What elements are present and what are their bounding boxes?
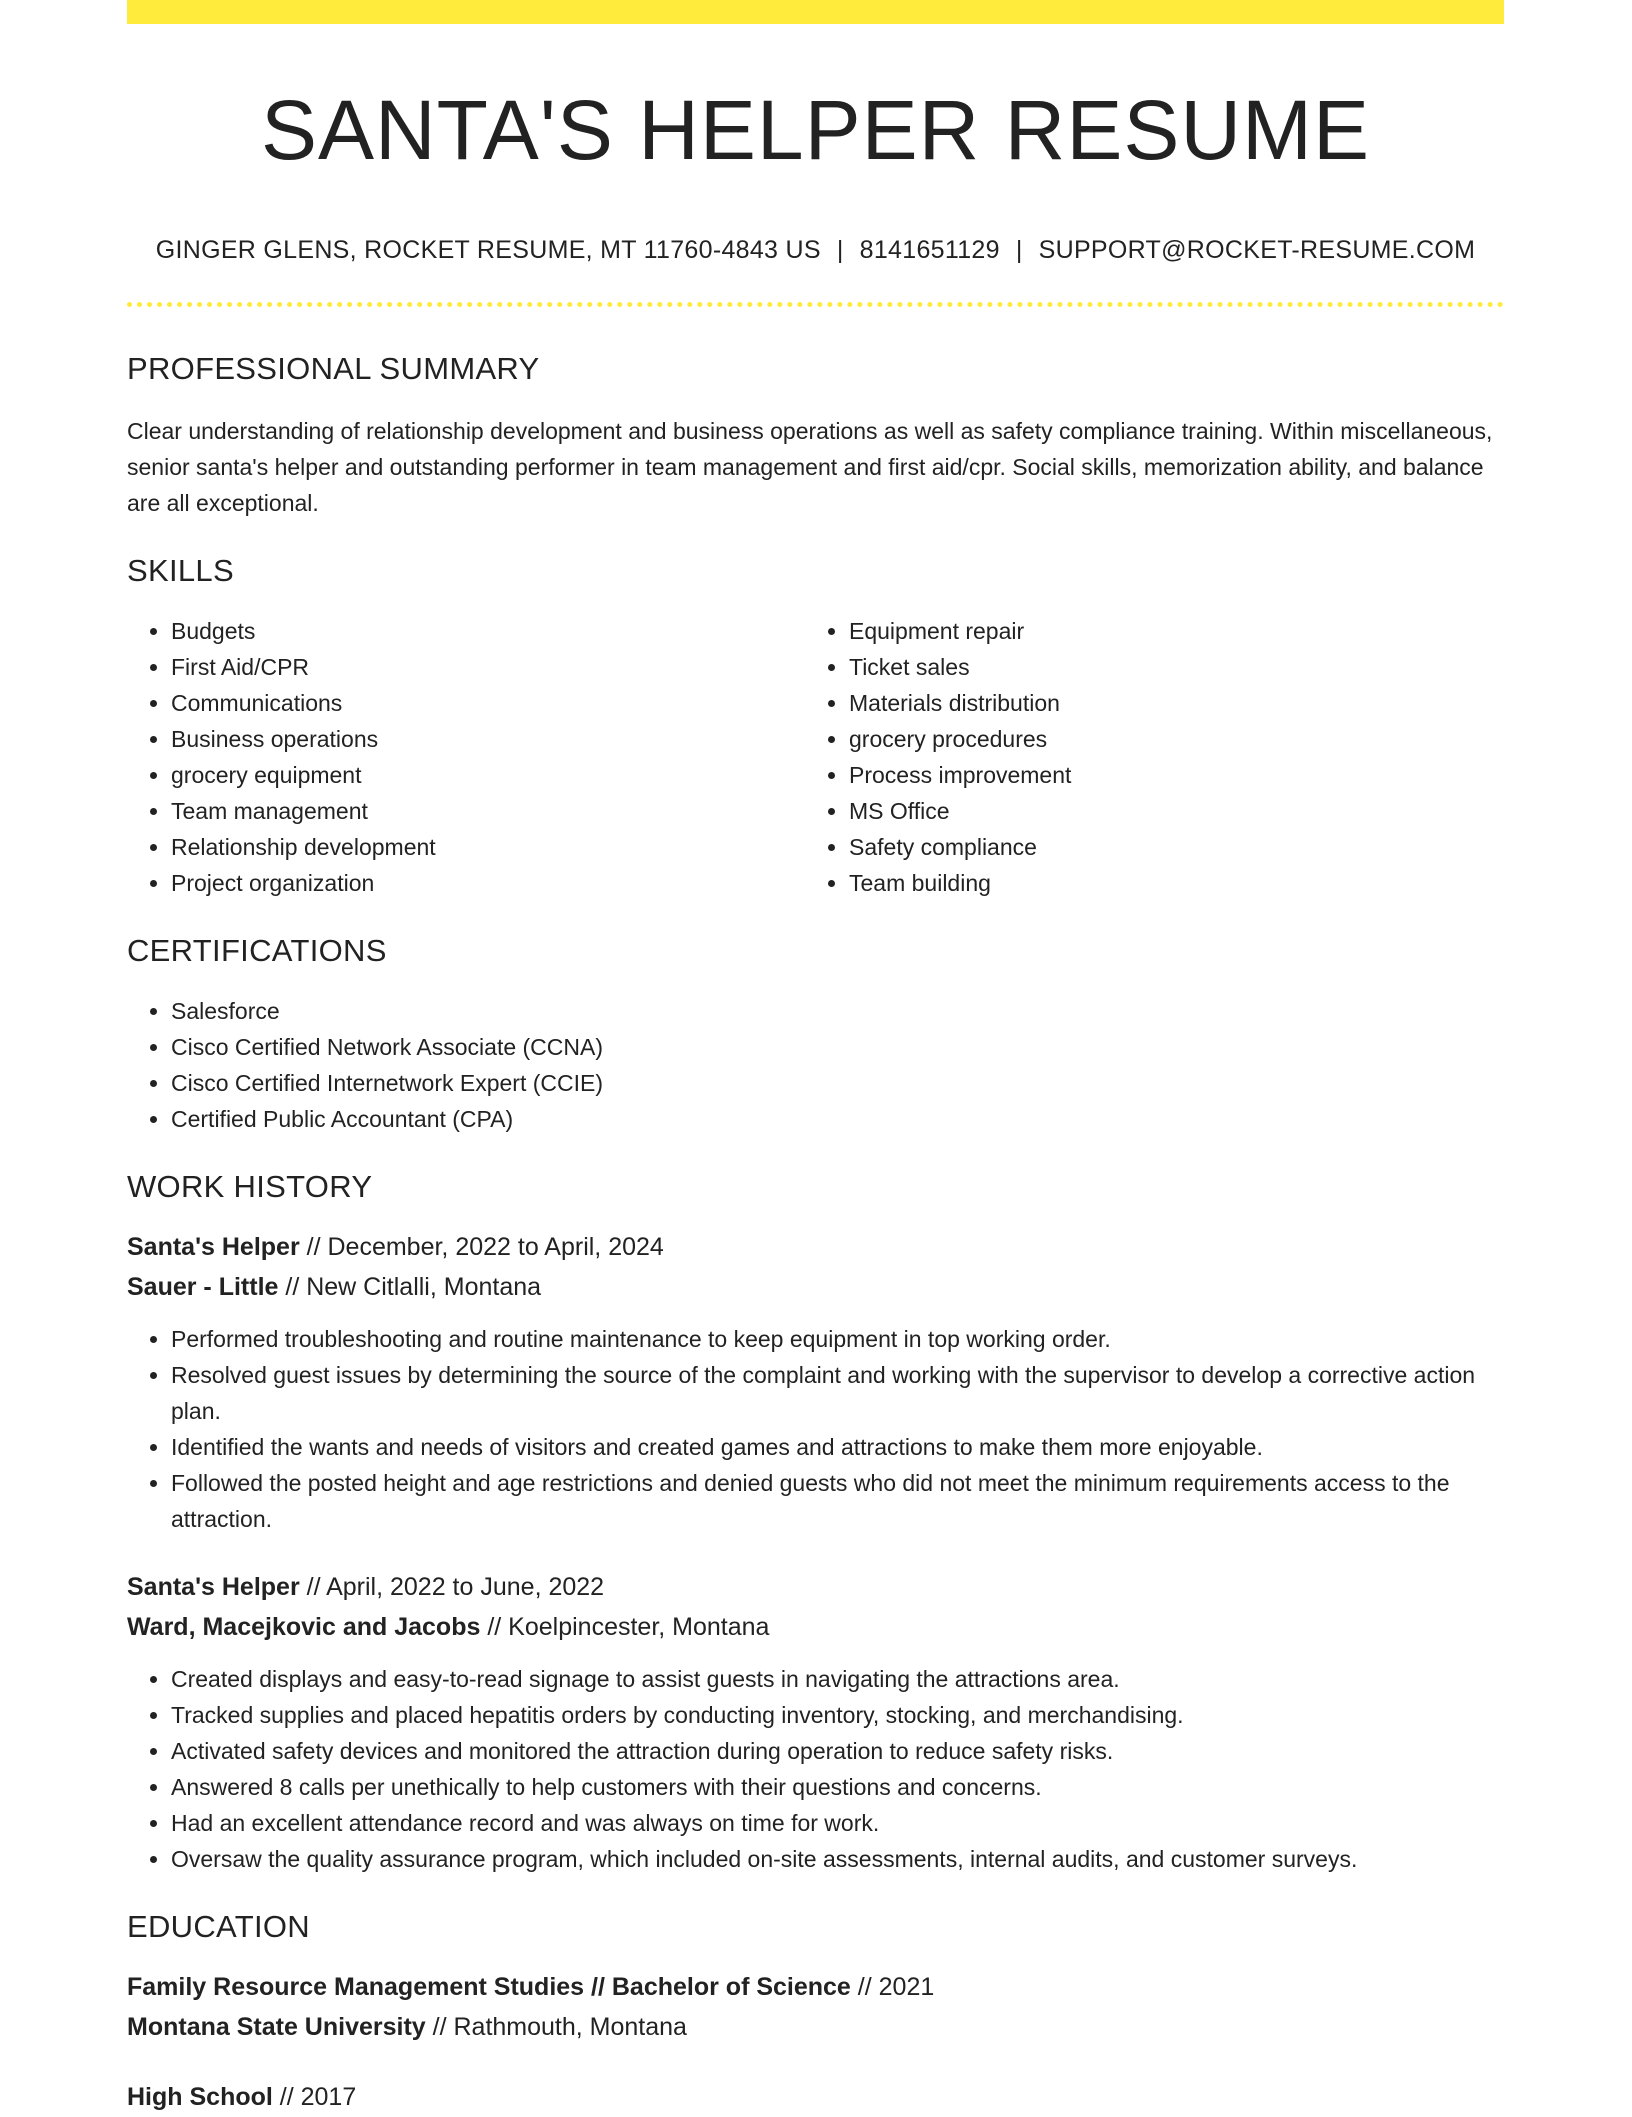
education-divider: // — [850, 1973, 879, 2002]
skill-item: • Team management — [171, 793, 805, 829]
skill-item: • Equipment repair — [849, 613, 1483, 649]
education-location: Rathmouth, Montana — [453, 2013, 687, 2042]
job-bullet: • Tracked supplies and placed hepatitis orders by conducting inventory, stocking, and merchandising. — [171, 1697, 1504, 1733]
work-history-heading: WORK HISTORY — [127, 1169, 373, 1205]
job-bullet: • Answered 8 calls per unethically to help customers with their questions and concerns. — [171, 1769, 1504, 1805]
job-bullet: • Followed the posted height and age restrictions and denied guests who did not meet the minimum requirements access to the attraction. — [171, 1465, 1504, 1537]
skills-columns — [127, 589, 1504, 901]
skill-item: • Communications — [171, 685, 805, 721]
job-bullets — [127, 1321, 1504, 1537]
contact-phone: 8141651129 — [859, 236, 1000, 265]
education-degree: High School — [127, 2083, 273, 2112]
job-company: Ward, Macejkovic and Jacobs — [127, 1613, 481, 1642]
education-degree-line — [127, 2077, 1504, 2117]
education-school: Montana State University — [127, 2013, 426, 2042]
skill-item: • Safety compliance — [849, 829, 1483, 865]
job-divider: // — [299, 1233, 328, 1262]
job-bullet: • Activated safety devices and monitored the attraction during operation to reduce safety risks. — [171, 1733, 1504, 1769]
education-divider: // — [272, 2083, 301, 2112]
skill-item: • Process improvement — [849, 757, 1483, 793]
job-entry — [127, 1567, 1504, 1877]
job-company-line — [127, 1267, 1504, 1307]
skills-section — [127, 553, 1504, 901]
job-bullet: • Resolved guest issues by determining the source of the complaint and working with the supervisor to develop a corrective action plan. — [171, 1357, 1504, 1429]
education-year: 2021 — [878, 1973, 935, 2002]
job-bullet: • Performed troubleshooting and routine maintenance to keep equipment in top working order. — [171, 1321, 1504, 1357]
summary-section — [127, 351, 1504, 521]
skill-item: • Business operations — [171, 721, 805, 757]
skill-item: • Team building — [849, 865, 1483, 901]
education-degree-line — [127, 1967, 1504, 2007]
skill-item: • grocery procedures — [849, 721, 1483, 757]
certifications-list — [127, 993, 1504, 1137]
job-bullets — [127, 1661, 1504, 1877]
education-school-line — [127, 2007, 1504, 2047]
certification-item: • Cisco Certified Network Associate (CCNA) — [171, 1029, 1504, 1065]
education-year: 2017 — [300, 2083, 357, 2112]
education-section — [127, 1909, 1504, 2117]
job-company-line — [127, 1607, 1504, 1647]
skills-list-left — [127, 613, 805, 901]
skill-item: • grocery equipment — [171, 757, 805, 793]
job-location: Koelpincester, Montana — [508, 1613, 770, 1642]
contact-line — [127, 236, 1504, 265]
contact-email[interactable]: SUPPORT@ROCKET-RESUME.COM — [1038, 236, 1476, 265]
certification-item: • Cisco Certified Internetwork Expert (CCIE) — [171, 1065, 1504, 1101]
job-bullet: • Identified the wants and needs of visitors and created games and attractions to make them more enjoyable. — [171, 1429, 1504, 1465]
skill-item: • Ticket sales — [849, 649, 1483, 685]
job-company: Sauer - Little — [127, 1273, 279, 1302]
job-dates: April, 2022 to June, 2022 — [326, 1573, 605, 1602]
job-location: New Citlalli, Montana — [306, 1273, 542, 1302]
education-divider: // — [425, 2013, 454, 2042]
work-history-section — [127, 1169, 1504, 1877]
job-entry — [127, 1227, 1504, 1537]
skill-item: • Materials distribution — [849, 685, 1483, 721]
resume-title: SANTA'S HELPER RESUME — [260, 83, 1371, 177]
skills-heading: SKILLS — [127, 553, 234, 589]
certification-item: • Certified Public Accountant (CPA) — [171, 1101, 1504, 1137]
skills-list-right — [805, 613, 1483, 901]
job-title-line — [127, 1567, 1504, 1607]
skill-item: • Project organization — [171, 865, 805, 901]
top-accent-bar — [127, 0, 1504, 24]
certification-item: • Salesforce — [171, 993, 1504, 1029]
education-degree: Family Resource Management Studies // Bachelor of Science — [127, 1973, 851, 2002]
education-heading: EDUCATION — [127, 1909, 310, 1945]
contact-address: GINGER GLENS, ROCKET RESUME, MT 11760-4843 US — [155, 236, 821, 265]
contact-separator: | — [1015, 236, 1023, 265]
job-bullet: • Oversaw the quality assurance program, which included on-site assessments, internal audits, and customer surveys. — [171, 1841, 1504, 1877]
dotted-divider — [127, 302, 1504, 307]
job-divider: // — [278, 1273, 307, 1302]
summary-text: Clear understanding of relationship development and business operations as well as safety compliance training. Within miscellaneous, senior santa's helper and outstanding performer in team management and first aid/cpr. Social skills, memorization ability, and balance are all exceptional. — [127, 418, 1493, 517]
summary-heading: PROFESSIONAL SUMMARY — [127, 351, 540, 387]
job-divider: // — [299, 1573, 327, 1602]
resume-page — [127, 0, 1504, 2117]
job-dates: December, 2022 to April, 2024 — [327, 1233, 664, 1262]
contact-separator: | — [836, 236, 844, 265]
skill-item: • First Aid/CPR — [171, 649, 805, 685]
job-divider: // — [480, 1613, 509, 1642]
job-title: Santa's Helper — [127, 1573, 300, 1602]
job-bullet: • Had an excellent attendance record and was always on time for work. — [171, 1805, 1504, 1841]
job-bullet: • Created displays and easy-to-read signage to assist guests in navigating the attractions area. — [171, 1661, 1504, 1697]
job-title: Santa's Helper — [127, 1233, 300, 1262]
job-title-line — [127, 1227, 1504, 1267]
skill-item: • Budgets — [171, 613, 805, 649]
skill-item: • Relationship development — [171, 829, 805, 865]
certifications-section — [127, 933, 1504, 1137]
skill-item: • MS Office — [849, 793, 1483, 829]
certifications-heading: CERTIFICATIONS — [127, 933, 387, 969]
